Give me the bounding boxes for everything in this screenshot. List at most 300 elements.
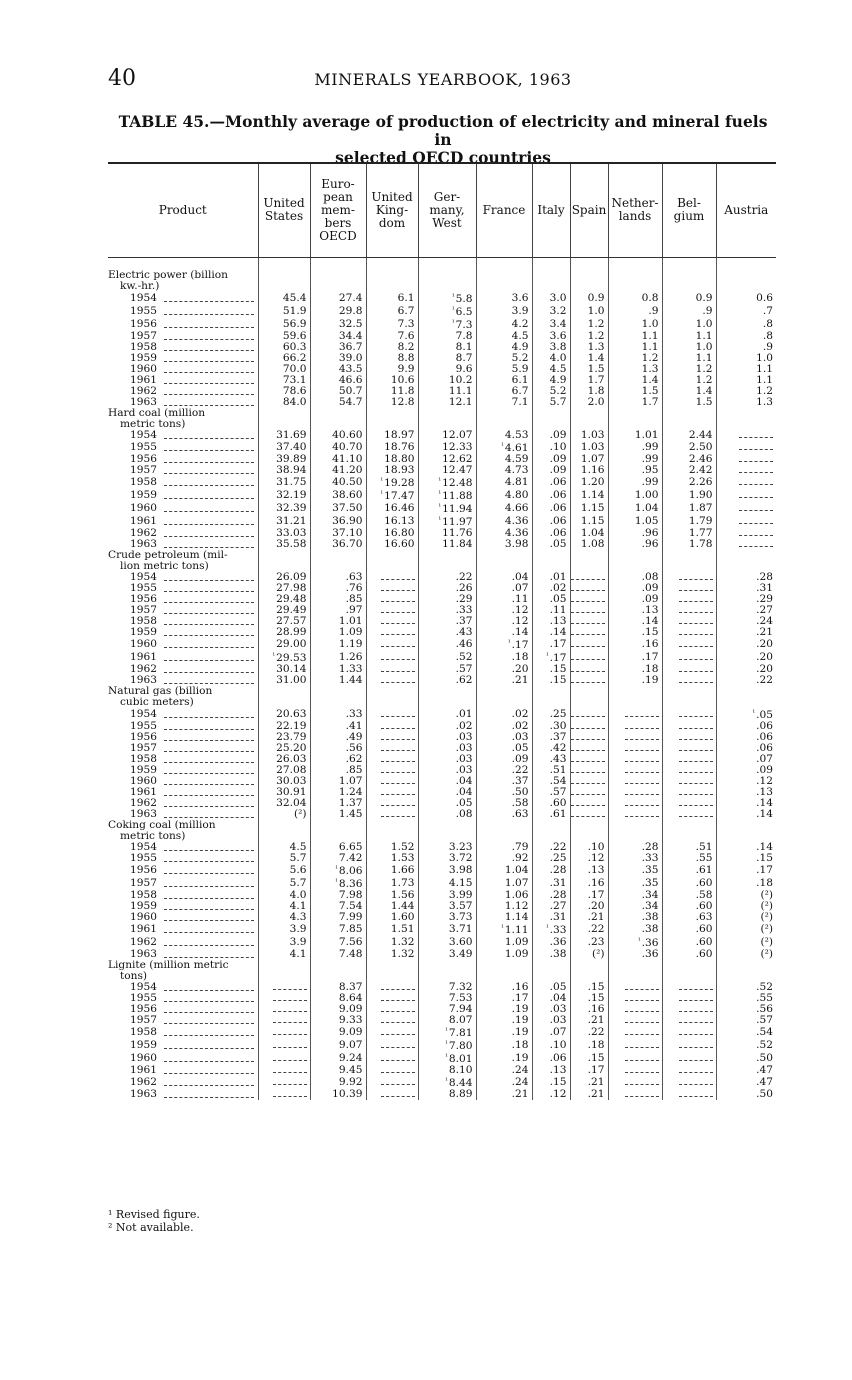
data-cell: (²)	[570, 949, 608, 960]
empty-dash	[679, 1041, 713, 1048]
data-cell	[366, 1039, 418, 1052]
data-cell: 5.2	[476, 353, 532, 364]
data-cell: $^{^1}$19.28	[366, 476, 418, 489]
section-label-row	[108, 561, 776, 572]
data-cell: 5.7	[532, 397, 570, 408]
data-cell: 1.7	[608, 397, 662, 408]
data-cell: .03	[418, 743, 476, 754]
data-cell: .05	[418, 798, 476, 809]
data-cell: .29	[716, 594, 776, 605]
data-cell: .03	[476, 732, 532, 743]
data-cell	[662, 1015, 716, 1026]
row-year: 1959	[108, 627, 258, 638]
empty-dash	[625, 994, 659, 1001]
data-cell: 1.1	[608, 342, 662, 353]
empty-dash	[571, 640, 605, 647]
table-row	[108, 364, 776, 375]
data-cell: .12	[716, 776, 776, 787]
data-cell: .54	[532, 776, 570, 787]
table-row	[108, 489, 776, 502]
data-cell: .9	[662, 305, 716, 318]
section-label-row	[108, 831, 776, 842]
data-cell: .21	[570, 912, 608, 923]
data-cell: .54	[716, 1026, 776, 1039]
data-cell: .56	[716, 1004, 776, 1015]
empty-dash	[739, 517, 773, 524]
row-year: 1961	[108, 923, 258, 936]
column-header-line: Austria	[724, 202, 769, 217]
data-cell: 7.32	[418, 982, 476, 993]
data-cell: 41.10	[310, 454, 366, 465]
table-row	[108, 441, 776, 454]
data-cell: .57	[716, 1015, 776, 1026]
data-cell: .16	[570, 877, 608, 890]
row-year: 1954	[108, 842, 258, 853]
empty-dash	[381, 777, 415, 784]
table-row	[108, 732, 776, 743]
empty-dash	[679, 653, 713, 660]
empty-dash	[571, 810, 605, 817]
data-cell: .14	[716, 809, 776, 820]
data-cell	[662, 1052, 716, 1065]
data-cell: .03	[418, 754, 476, 765]
data-cell	[608, 1015, 662, 1026]
section-label-row	[108, 820, 776, 831]
data-cell: 31.21	[258, 515, 310, 528]
section-label-row	[108, 971, 776, 982]
data-cell: .15	[570, 982, 608, 993]
empty-dash	[571, 744, 605, 751]
data-cell	[662, 982, 716, 993]
data-cell	[366, 732, 418, 743]
table-header-row	[108, 163, 776, 257]
data-cell: 4.36	[476, 528, 532, 539]
data-cell: .09	[608, 583, 662, 594]
data-cell: .24	[716, 616, 776, 627]
data-cell	[366, 664, 418, 675]
data-cell: 38.94	[258, 465, 310, 476]
column-header	[418, 163, 476, 257]
page-header	[108, 66, 778, 94]
section-label-row	[108, 408, 776, 419]
row-year: 1958	[108, 342, 258, 353]
data-cell: 2.44	[662, 430, 716, 441]
data-cell: .33	[418, 605, 476, 616]
data-cell: 6.65	[310, 842, 366, 853]
data-cell	[662, 708, 716, 721]
row-year: 1954	[108, 572, 258, 583]
data-cell: .20	[716, 651, 776, 664]
data-cell: .03	[418, 765, 476, 776]
empty-dash	[381, 1090, 415, 1097]
table-row	[108, 397, 776, 408]
empty-dash	[679, 617, 713, 624]
data-cell: .63	[476, 809, 532, 820]
column-header-line: Italy	[537, 202, 565, 217]
data-cell	[366, 1026, 418, 1039]
row-year: 1959	[108, 489, 258, 502]
row-year: 1963	[108, 675, 258, 686]
empty-dash	[625, 1066, 659, 1073]
data-cell	[608, 743, 662, 754]
data-cell	[258, 1089, 310, 1100]
data-cell: 3.23	[418, 842, 476, 853]
data-cell: .17	[716, 864, 776, 877]
data-cell: .41	[310, 721, 366, 732]
data-cell: .60	[662, 936, 716, 949]
data-cell: 2.26	[662, 476, 716, 489]
data-cell: .17	[608, 651, 662, 664]
data-cell	[608, 1065, 662, 1076]
table-body	[108, 257, 776, 1100]
row-year: 1958	[108, 1026, 258, 1039]
data-cell: 4.0	[258, 890, 310, 901]
row-year: 1956	[108, 1004, 258, 1015]
data-cell: (²)	[716, 890, 776, 901]
data-cell: 32.5	[310, 318, 366, 331]
data-cell: .19	[608, 675, 662, 686]
data-cell: 3.71	[418, 923, 476, 936]
footnote-revised: ¹ Revised figure.	[108, 1208, 200, 1221]
data-cell: 3.99	[418, 890, 476, 901]
table-row	[108, 454, 776, 465]
empty-dash	[679, 606, 713, 613]
row-year: 1960	[108, 776, 258, 787]
data-cell: 1.09	[476, 936, 532, 949]
data-cell: .57	[532, 787, 570, 798]
data-cell: .02	[476, 708, 532, 721]
table-row	[108, 342, 776, 353]
data-cell: .97	[310, 605, 366, 616]
empty-dash	[625, 810, 659, 817]
data-cell: .06	[532, 502, 570, 515]
data-cell: .12	[476, 605, 532, 616]
data-cell: .43	[418, 627, 476, 638]
empty-dash	[625, 799, 659, 806]
data-cell: .18	[570, 1039, 608, 1052]
empty-dash	[739, 529, 773, 536]
empty-dash	[381, 653, 415, 660]
data-cell: 27.98	[258, 583, 310, 594]
data-cell: (²)	[716, 901, 776, 912]
row-year: 1963	[108, 809, 258, 820]
data-cell: 12.8	[366, 397, 418, 408]
data-cell: 1.8	[570, 386, 608, 397]
data-cell: 22.19	[258, 721, 310, 732]
data-cell	[716, 476, 776, 489]
production-table	[108, 162, 776, 1100]
table-row	[108, 912, 776, 923]
data-cell: 1.1	[608, 331, 662, 342]
empty-dash	[625, 1041, 659, 1048]
data-cell: 3.73	[418, 912, 476, 923]
data-cell: .22	[532, 842, 570, 853]
data-cell: 38.60	[310, 489, 366, 502]
row-year: 1959	[108, 1039, 258, 1052]
row-year: 1961	[108, 1065, 258, 1076]
data-cell: 1.01	[608, 430, 662, 441]
table-row	[108, 502, 776, 515]
data-cell: .06	[716, 732, 776, 743]
footnotes	[108, 1208, 200, 1234]
column-header	[258, 163, 310, 257]
empty-dash	[679, 994, 713, 1001]
data-cell	[366, 638, 418, 651]
data-cell: .43	[532, 754, 570, 765]
data-cell: 7.98	[310, 890, 366, 901]
row-year: 1957	[108, 605, 258, 616]
data-cell: $^{^1}$11.94	[418, 502, 476, 515]
table-row	[108, 664, 776, 675]
data-cell: .62	[418, 675, 476, 686]
data-cell: .18	[608, 664, 662, 675]
data-cell	[662, 993, 716, 1004]
data-cell: 27.4	[310, 292, 366, 305]
data-cell: 1.79	[662, 515, 716, 528]
data-cell: .15	[570, 1052, 608, 1065]
data-cell: .99	[608, 454, 662, 465]
data-cell: 9.9	[366, 364, 418, 375]
empty-dash	[381, 1066, 415, 1073]
data-cell	[716, 515, 776, 528]
data-cell	[662, 1089, 716, 1100]
data-cell: 3.98	[476, 539, 532, 550]
data-cell: .31	[716, 583, 776, 594]
empty-dash	[625, 1054, 659, 1061]
data-cell: 5.9	[476, 364, 532, 375]
data-cell: 3.9	[476, 305, 532, 318]
empty-dash	[679, 1090, 713, 1097]
row-year: 1955	[108, 305, 258, 318]
empty-dash	[625, 1028, 659, 1035]
row-year: 1957	[108, 743, 258, 754]
table-row	[108, 1004, 776, 1015]
empty-dash	[679, 676, 713, 683]
data-cell: .58	[476, 798, 532, 809]
data-cell: 1.33	[310, 664, 366, 675]
empty-dash	[381, 1028, 415, 1035]
empty-dash	[625, 733, 659, 740]
data-cell: 1.19	[310, 638, 366, 651]
data-cell: 1.09	[476, 949, 532, 960]
data-cell: 1.52	[366, 842, 418, 853]
data-cell: $^{^1}$17.47	[366, 489, 418, 502]
data-cell: 50.7	[310, 386, 366, 397]
data-cell: .85	[310, 594, 366, 605]
empty-dash	[739, 443, 773, 450]
data-cell: 27.57	[258, 616, 310, 627]
data-cell: 4.9	[532, 375, 570, 386]
data-cell: 1.73	[366, 877, 418, 890]
data-cell: 8.10	[418, 1065, 476, 1076]
data-cell: .51	[662, 842, 716, 853]
table-row	[108, 292, 776, 305]
row-year: 1954	[108, 708, 258, 721]
data-cell: .13	[716, 787, 776, 798]
data-cell: 36.70	[310, 539, 366, 550]
data-cell	[570, 721, 608, 732]
data-cell: 1.4	[570, 353, 608, 364]
data-cell: 6.7	[476, 386, 532, 397]
data-cell: 8.2	[366, 342, 418, 353]
column-header-line: West	[432, 215, 462, 230]
data-cell: 1.00	[608, 489, 662, 502]
section-label: Electric power (billion	[108, 269, 228, 281]
data-cell	[608, 721, 662, 732]
row-year: 1962	[108, 528, 258, 539]
data-cell: .09	[476, 754, 532, 765]
table-row	[108, 386, 776, 397]
data-cell: .01	[418, 708, 476, 721]
data-cell: $^{^1}$.17	[476, 638, 532, 651]
empty-dash	[273, 1054, 307, 1061]
running-head: MINERALS YEARBOOK, 1963	[314, 70, 572, 89]
empty-dash	[381, 640, 415, 647]
data-cell: 39.0	[310, 353, 366, 364]
data-cell	[366, 572, 418, 583]
data-cell: .38	[608, 912, 662, 923]
data-cell	[366, 754, 418, 765]
table-row	[108, 809, 776, 820]
data-cell: 30.03	[258, 776, 310, 787]
empty-dash	[381, 628, 415, 635]
data-cell: 6.7	[366, 305, 418, 318]
data-cell: .13	[570, 864, 608, 877]
data-cell: 1.2	[716, 386, 776, 397]
data-cell	[608, 982, 662, 993]
table-title-line-2: selected OECD countries	[335, 148, 551, 167]
data-cell: 7.48	[310, 949, 366, 960]
column-header-line: lands	[618, 209, 652, 224]
data-cell: 16.13	[366, 515, 418, 528]
data-cell	[608, 1039, 662, 1052]
data-cell: 16.80	[366, 528, 418, 539]
data-cell: 1.07	[310, 776, 366, 787]
data-cell: .38	[532, 949, 570, 960]
data-cell: .04	[476, 572, 532, 583]
data-cell: .30	[532, 721, 570, 732]
data-cell: 4.73	[476, 465, 532, 476]
data-cell	[608, 809, 662, 820]
data-cell: 12.47	[418, 465, 476, 476]
table-row	[108, 572, 776, 583]
data-cell: 1.44	[310, 675, 366, 686]
table-row	[108, 1015, 776, 1026]
empty-dash	[381, 606, 415, 613]
data-cell: 7.99	[310, 912, 366, 923]
data-cell: .37	[418, 616, 476, 627]
empty-dash	[571, 628, 605, 635]
section-label: lion metric tons)	[120, 560, 209, 572]
data-cell: 1.07	[476, 877, 532, 890]
data-cell	[662, 664, 716, 675]
data-cell	[608, 1076, 662, 1089]
data-cell	[258, 1015, 310, 1026]
data-cell	[608, 787, 662, 798]
data-cell	[258, 982, 310, 993]
data-cell: 1.2	[570, 318, 608, 331]
column-header-line: Spain	[571, 202, 607, 217]
data-cell: .05	[532, 982, 570, 993]
empty-dash	[625, 710, 659, 717]
data-cell	[366, 651, 418, 664]
data-cell: $^{^1}$.17	[532, 651, 570, 664]
data-cell	[608, 765, 662, 776]
empty-dash	[679, 640, 713, 647]
section-spacer	[108, 257, 776, 270]
data-cell: .07	[532, 1026, 570, 1039]
data-cell: 20.63	[258, 708, 310, 721]
empty-dash	[679, 777, 713, 784]
data-cell: 31.75	[258, 476, 310, 489]
data-cell	[570, 572, 608, 583]
data-cell: 4.1	[258, 901, 310, 912]
empty-dash	[381, 665, 415, 672]
data-cell: 54.7	[310, 397, 366, 408]
data-cell: 41.20	[310, 465, 366, 476]
empty-dash	[381, 810, 415, 817]
data-cell: .61	[532, 809, 570, 820]
data-cell	[570, 776, 608, 787]
empty-dash	[273, 1078, 307, 1085]
data-cell	[608, 1089, 662, 1100]
data-cell: 1.20	[570, 476, 608, 489]
data-cell: 4.5	[258, 842, 310, 853]
empty-dash	[679, 799, 713, 806]
data-cell: 7.8	[418, 331, 476, 342]
data-cell: .13	[532, 1065, 570, 1076]
table-row	[108, 890, 776, 901]
data-cell: .57	[418, 664, 476, 675]
data-cell: 40.70	[310, 441, 366, 454]
data-cell	[662, 732, 716, 743]
data-cell	[570, 664, 608, 675]
empty-dash	[381, 710, 415, 717]
data-cell	[608, 798, 662, 809]
data-cell: .96	[608, 528, 662, 539]
data-cell: 1.7	[570, 375, 608, 386]
data-cell: .14	[716, 842, 776, 853]
data-cell: 1.5	[662, 397, 716, 408]
data-cell: .7	[716, 305, 776, 318]
table-row	[108, 1052, 776, 1065]
data-cell: 1.2	[608, 353, 662, 364]
data-cell: .06	[532, 528, 570, 539]
data-cell: .10	[532, 441, 570, 454]
table-row	[108, 743, 776, 754]
data-cell	[366, 993, 418, 1004]
data-cell: (²)	[716, 923, 776, 936]
data-cell	[608, 1052, 662, 1065]
data-cell: .35	[608, 877, 662, 890]
data-cell: .37	[476, 776, 532, 787]
data-cell	[366, 583, 418, 594]
data-cell: 35.58	[258, 539, 310, 550]
empty-dash	[381, 722, 415, 729]
data-cell: 70.0	[258, 364, 310, 375]
data-cell: .33	[608, 853, 662, 864]
empty-dash	[571, 788, 605, 795]
empty-dash	[381, 1005, 415, 1012]
data-cell: 1.03	[570, 430, 608, 441]
row-year: 1962	[108, 798, 258, 809]
data-cell	[570, 787, 608, 798]
row-year: 1960	[108, 638, 258, 651]
data-cell: 18.80	[366, 454, 418, 465]
data-cell: 1.14	[476, 912, 532, 923]
empty-dash	[571, 799, 605, 806]
data-cell: .14	[476, 627, 532, 638]
